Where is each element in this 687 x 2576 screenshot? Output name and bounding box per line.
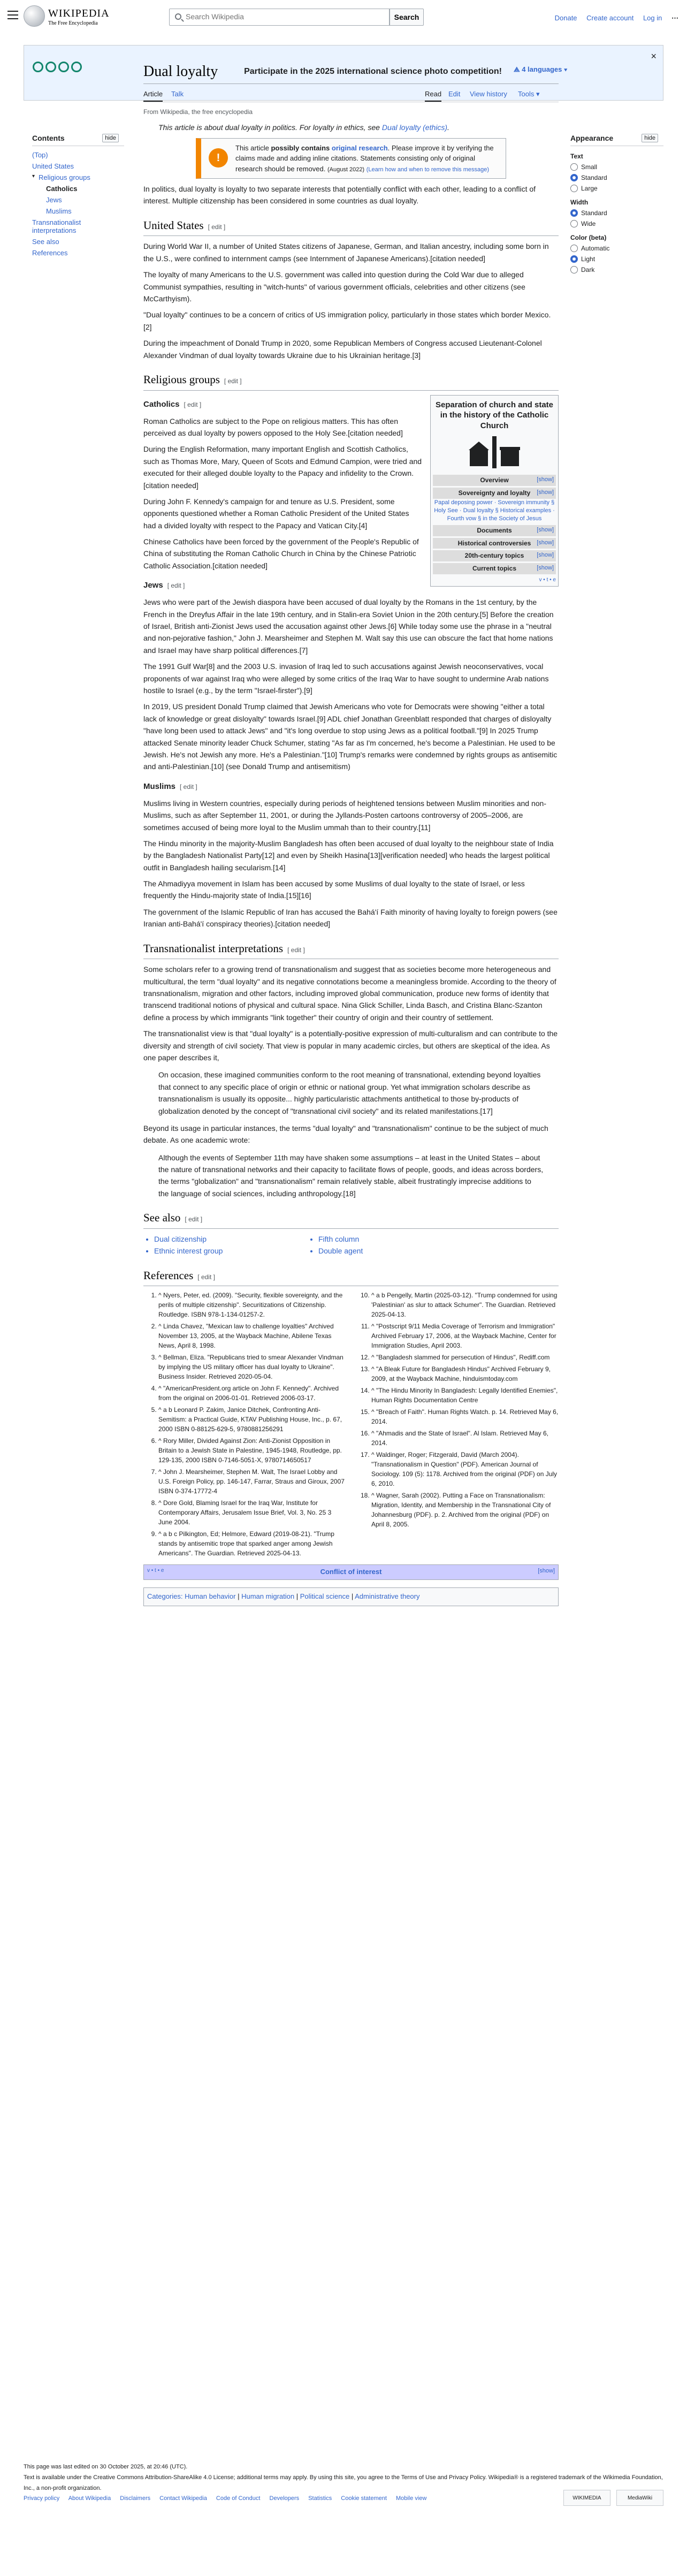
footer-link[interactable]: Statistics [308, 2495, 332, 2502]
category-link[interactable]: Administrative theory [355, 1592, 420, 1601]
width-wide-label: Wide [581, 220, 596, 227]
table-of-contents [32, 134, 124, 259]
edit-section-link[interactable]: [ edit ] [185, 1215, 203, 1224]
logo-word: WIKIPEDIA [48, 7, 110, 19]
categories-box: Categories: Human behavior | Human migration | Political science | Administrative theory [143, 1587, 559, 1606]
row-label: Documents [477, 526, 512, 534]
radio-checked-icon[interactable] [570, 255, 578, 263]
reference-item: 3. ^ Bellman, Eliza. "Republicans tried to smear Alexander Vindman by implying the US military officer has dual loyalty to Ukraine". Business Insider. Retrieved 2020-05-04. [158, 1352, 346, 1381]
catholic-church-sidebar [430, 395, 559, 587]
hatnote-link[interactable]: Dual loyalty (ethics) [381, 123, 448, 132]
reference-item: 4. ^ "AmericanPresident.org article on John F. Kennedy". Archived from the original on 2006-01-01. Retrieved 2006-03-17. [158, 1384, 346, 1403]
see-also-item[interactable]: • Fifth column [318, 1233, 464, 1245]
footer-link[interactable]: Mobile view [395, 2495, 427, 2502]
show-toggle[interactable]: [show] [537, 526, 554, 533]
footer-link[interactable]: Cookie statement [341, 2495, 387, 2502]
radio-checked-icon[interactable] [570, 174, 578, 181]
hatnote-text: This article is about dual loyalty in politics. For loyalty in ethics, see [158, 123, 382, 132]
text-standard-option[interactable] [570, 174, 663, 181]
toc-item-top[interactable]: (Top) [32, 151, 48, 159]
reference-item: 13. ^ "A Bleak Future for Bangladesh Hindus" Archived February 9, 2009, at the Wayback Machine, hinduismtoday.com [371, 1364, 559, 1384]
log-in-link[interactable]: Log in [643, 14, 662, 22]
sidebar-row-20th-century[interactable] [433, 550, 556, 561]
category-link[interactable]: Human behavior [185, 1592, 236, 1601]
row-label: Current topics [472, 565, 516, 573]
appearance-panel [570, 134, 663, 277]
ambox-date: (August 2022) [327, 166, 365, 173]
license-text: Text is available under the Creative Commons Attribution-ShareAlike 4.0 License; additional terms may apply. By using this site, you agree to the Terms of Use and Privacy Policy. Wikipedia® is a registered trademark of the Wikimedia Foundation, Inc., a non-profit organization. [24, 2474, 663, 2491]
section-religious-groups [143, 371, 559, 391]
reference-item: 11. ^ "Postscript 9/11 Media Coverage of Terrorism and Immigration" Archived February 17, 2006, at the Wayback Machine, Center for Immigration Studies, April 2003. [371, 1321, 559, 1350]
text-small-option[interactable] [570, 163, 663, 171]
appearance-hide-button[interactable]: hide [642, 134, 658, 142]
toc-item-catholics[interactable]: Catholics [46, 185, 78, 193]
sidebar-row-documents[interactable] [433, 525, 556, 536]
toc-item-religious-groups[interactable]: ▾ Religious groups [32, 172, 124, 183]
search-input[interactable] [186, 12, 384, 21]
tab-view-history[interactable]: View history [470, 90, 507, 98]
ambox-text-c: . Please improve it by verifying the claims made and adding inline citations. Statements consisting only of original research should be removed. [235, 143, 494, 173]
heading-muslims: Muslims [143, 781, 176, 791]
paragraph: Roman Catholics are subject to the Pope on religious matters. This has often perceived as dual loyalty by powers opposed to the Holy See.[citation needed] [143, 416, 403, 437]
reference-item: 5. ^ a b Leonard P. Zakim, Janice Ditchek, Confronting Anti-Semitism: a Practical Guide, KTAV Publishing House, Inc., p. 67, 2000 ISBN 0-88125-629-5, 9780881256291 [158, 1405, 346, 1434]
toc-header [32, 134, 124, 146]
lead-paragraph: In politics, dual loyalty is loyalty to two separate interests that potentially conflict with each other, leading to a conflict of interest. Multiple citizenship has been considered in some countries as dual loyalty. [143, 185, 536, 206]
paragraph: Beyond its usage in particular instances, the terms "dual loyalty" and "transnationalism" continue to be the subject of much debate. As one academic wrote: [143, 1123, 548, 1145]
radio-icon[interactable] [570, 163, 578, 171]
paragraph: During John F. Kennedy's campaign for and tenure as U.S. President, some opponents questioned whether a Roman Catholic President of the United States had a divided loyalty with respect to the Papacy and Vatican City.[4] [143, 497, 409, 530]
paragraph: The transnationalist view is that "dual loyalty" is a potentially-positive expression of multi-culturalism and can contribute to the diversity and strength of civil society. That view is popular in many academic circles, but others are skeptical of the idea. As one paper describes it, [143, 1029, 558, 1062]
church-state-icon [462, 434, 526, 472]
row-label: 20th-century topics [464, 552, 524, 560]
navbox-vte[interactable]: v • t • e [147, 1568, 164, 1574]
radio-icon[interactable] [570, 185, 578, 192]
blockquote: On occasion, these imagined communities conform to the root meaning of transnational, extending beyond loyalties that connect to any specific place of origin or ethnic or national group. Yet what immigration scholars describe as transnationalism is usually its opposite... highly particularistic attachments antithetical to those by-products of globalization denoted by the concept of "transnational civil society" and its related manifestations.[17] [158, 1070, 541, 1115]
text-standard-label: Standard [581, 174, 607, 181]
reference-item: 16. ^ "Ahmadis and the State of Israel". Al Islam. Retrieved May 6, 2014. [371, 1428, 559, 1448]
color-light-label: Light [581, 255, 596, 263]
paragraph: Chinese Catholics have been forced by the government of the People's Republic of China of substituting the Roman Catholic Church in China by the Chinese Patriotic Catholic Association.[citation needed] [143, 537, 419, 570]
last-edited: This page was last edited on 30 October 2025, at 20:46 (UTC). [24, 2464, 188, 2470]
text-large-label: Large [581, 185, 598, 192]
toc-item-muslims[interactable]: Muslims [46, 207, 72, 215]
reference-item: 1. ^ Nyers, Peter, ed. (2009). "Security, flexible sovereignty, and the perils of multiple citizenship". Securitizations of Citizenship. Routledge. ISBN 978-1-134-01257-2. [158, 1290, 346, 1319]
search-box [169, 9, 390, 26]
appearance-title: Appearance [570, 134, 614, 142]
page-footer [24, 2462, 663, 2504]
footer-link[interactable]: About Wikipedia [68, 2495, 111, 2502]
color-label: Color (beta) [570, 234, 607, 241]
reference-item: 18. ^ Wagner, Sarah (2002). Putting a Face on Transnationalism: Migration, Identity, and Membership in the Transnational City of Johannesburg (PDF). p. 2. Archived from the original (PDF) on April 8, 2005. [371, 1491, 559, 1529]
paragraph: The Hindu minority in the majority-Muslim Bangladesh has often been accused of dual loyalty to the neighbour state of India by the Bangladesh Nationalist Party[12] and even by Sheikh Hasina[13][verification needed] who heads the largest political outfit in Bangladesh hailing secularism.[14] [143, 839, 554, 872]
edit-section-link[interactable]: [ edit ] [184, 400, 202, 408]
reference-item: 9. ^ a b c Pilkington, Ed; Helmore, Edward (2019-08-21). "Trump stands by antisemitic trope that sparked anger among Jewish Americans". The Guardian. Retrieved 2025-04-13. [158, 1529, 346, 1558]
heading-jews: Jews [143, 581, 163, 590]
wikipedia-logo-icon[interactable] [24, 5, 45, 27]
paragraph: In 2019, US president Donald Trump claimed that Jewish Americans who vote for Democrats were showing "either a total lack of knowledge or great disloyalty" towards Israel.[9] ADL chief Jonathan Greenblatt responded that charges of disloyalty "have long been used to attack Jews" and "it's long overdue to stop using Jews as a political football."[9] In 2025 Trump attacked Senate minority leader Chuck Schumer, stating "As far as I'm concerned, he's become a Palestinian. He used to be Jewish. He's not Jewish any more. He's a Palestinian."[10] Trump's remarks were condemned by rights groups as antisemitic and anti-Palestinian.[10] (see Donald Trump and antisemitism) [143, 702, 558, 771]
edit-section-link[interactable]: [ edit ] [287, 946, 305, 954]
language-button[interactable]: ⟁ 4 languages ▾ [514, 65, 568, 73]
paragraph: Muslims living in Western countries, especially during periods of heightened tensions between Muslim minorities and non-Muslims, such as after September 11, 2001, or during the Jyllands-Posten cartoons controversy of 2005–2006, are sometimes accused of being more loyal to the Muslim ummah than to their country.[11] [143, 799, 547, 832]
conflict-of-interest-navbox [143, 1564, 559, 1580]
text-large-option[interactable] [570, 185, 663, 192]
reference-item: 8. ^ Dore Gold, Blaming Israel for the Iraq War, Institute for Contemporary Affairs, Jerusalem Issue Brief, Vol. 3, No. 25 3 June 2004. [158, 1498, 346, 1527]
tools-label: Tools [518, 90, 535, 98]
category-link[interactable]: Political science [300, 1592, 350, 1601]
sidebar-row-current[interactable] [433, 563, 556, 574]
section-see-also [143, 1209, 559, 1229]
row-label: Historical controversies [457, 539, 531, 547]
more-options-icon[interactable]: ⋯ [671, 14, 678, 22]
banner-dna-icon [33, 62, 97, 83]
paragraph: "Dual loyalty" continues to be a concern of critics of US immigration policy, particularly in those states which border Mexico.[2] [143, 310, 551, 331]
tab-talk[interactable]: Talk [171, 90, 184, 98]
reference-item: 10. ^ a b Pengelly, Martin (2025-03-12). "Trump condemned for using 'Palestinian' as slur to attack Schumer". The Guardian. Retrieved 2025-04-13. [371, 1290, 559, 1319]
heading-transnationalist: Transnationalist interpretations [143, 941, 284, 955]
paragraph: The 1991 Gulf War[8] and the 2003 U.S. invasion of Iraq led to such accusations against Jewish neoconservatives, vocal proponents of war against Iraq who were alleged by some critics of the Iraq War to have sought to undermine Arab nations hostile to Israel (e.g., by the term "Israel-firster").[9] [143, 662, 549, 695]
learn-more-link[interactable]: (Learn how and when to remove this message) [366, 166, 490, 173]
create-account-link[interactable]: Create account [586, 14, 634, 22]
wikipedia-wordmark[interactable] [48, 7, 110, 26]
heading-see-also: See also [143, 1211, 181, 1225]
row-label: Overview [480, 476, 509, 484]
edit-section-link[interactable]: [ edit ] [180, 782, 197, 791]
color-automatic-label: Automatic [581, 245, 610, 252]
page-title: Dual loyalty [143, 63, 218, 80]
edit-section-link[interactable]: [ edit ] [224, 377, 242, 385]
article-content [143, 105, 559, 1606]
width-standard-option[interactable] [570, 209, 663, 217]
original-research-link[interactable]: original research [331, 143, 388, 152]
footer-link[interactable]: Privacy policy [24, 2495, 60, 2502]
paragraph: During the impeachment of Donald Trump in 2020, some Republican Members of Congress accused Lieutenant-Colonel Alexander Vindman of dual loyalty towards Ukraine due to his Ukrainian heritage.[3] [143, 339, 542, 360]
radio-icon[interactable] [570, 245, 578, 252]
toc-item-references[interactable]: References [32, 249, 68, 257]
paragraph: The government of the Islamic Republic of Iran has accused the Bahá'í Faith minority of having loyalty to foreign powers (see Iranian anti-Bahá'í conspiracy theories).[citation needed] [143, 907, 558, 929]
sidebar-row-sovereignty[interactable] [433, 488, 556, 499]
banner-message[interactable]: Participate in the 2025 international science photo competition! [244, 67, 502, 76]
reference-item: 12. ^ "Bangladesh slammed for persecution of Hindus", Rediff.com [371, 1352, 559, 1362]
tab-article[interactable]: Article [143, 90, 163, 102]
see-also-item[interactable]: • Ethnic interest group [154, 1245, 300, 1257]
footer-link[interactable]: Code of Conduct [216, 2495, 261, 2502]
show-toggle[interactable]: [show] [537, 539, 554, 546]
paragraph: The loyalty of many Americans to the U.S. government was called into question during the Cold War due to alleged Communist sympathies, resulting in "witch-hunts" of various government officials, celebrities and other citizens (see McCarthyism). [143, 270, 525, 303]
site-header [0, 0, 687, 34]
logo-tagline: The Free Encyclopedia [48, 20, 98, 26]
show-toggle[interactable]: [show] [537, 565, 554, 572]
paragraph: The Ahmadiyya movement in Islam has been accused by some Muslims of dual loyalty to the state of Israel, or less frequently the Hindu-majority state of India.[15][16] [143, 879, 525, 900]
search-button[interactable]: Search [390, 9, 424, 26]
show-toggle[interactable]: [show] [537, 552, 554, 559]
reference-item: 14. ^ "The Hindu Minority In Bangladesh: Legally Identified Enemies", Human Rights Documentation Centre [371, 1386, 559, 1405]
donate-link[interactable]: Donate [554, 14, 577, 22]
reference-item: 15. ^ "Breach of Faith". Human Rights Watch. p. 14. Retrieved May 6, 2014. [371, 1407, 559, 1426]
color-dark-label: Dark [581, 266, 595, 273]
categories-label[interactable]: Categories: [147, 1592, 183, 1601]
sidebar-title: Separation of church and state in the history of the Catholic Church [435, 400, 554, 430]
footer-link[interactable]: Developers [269, 2495, 300, 2502]
mediawiki-badge[interactable]: MediaWiki [616, 2490, 663, 2506]
main-menu-icon[interactable] [7, 11, 18, 19]
heading-united-states: United States [143, 218, 204, 232]
see-also-item[interactable]: • Dual citizenship [154, 1233, 300, 1245]
text-small-label: Small [581, 163, 598, 171]
navbox-title[interactable]: Conflict of interest [320, 1568, 382, 1576]
hatnote: This article is about dual loyalty in politics. For loyalty in ethics, see Dual loyalty (ethics). [158, 123, 449, 132]
heading-religious-groups: Religious groups [143, 373, 220, 386]
text-size-label: Text [570, 153, 583, 160]
tab-edit[interactable]: Edit [448, 90, 461, 98]
blockquote: Although the events of September 11th may have shaken some assumptions – at least in the United States – about the nature of transnational networks and their capacity to facilitate flows of people, goods, and ideas across borders, the terms "globalization" and "transnationalism" remain relatively stable, albeit frustratingly imprecise additions to the language of social sciences, including anthropology.[18] [158, 1153, 544, 1198]
references-list [143, 1290, 559, 1558]
color-dark-option[interactable] [570, 266, 663, 273]
paragraph: During the English Reformation, many important English and Scottish Catholics, such as Thomas More, Mary, Queen of Scots and Edmund Campion, were tried and executed for their alleged double loyalty to the Papacy and infidelity to the Crown.[citation needed] [143, 445, 422, 490]
footer-badges [559, 2490, 663, 2506]
show-toggle[interactable]: [show] [537, 476, 554, 483]
show-toggle[interactable]: [show] [537, 489, 554, 496]
wikimedia-badge[interactable]: WIKIMEDIA [563, 2490, 610, 2506]
tab-tools[interactable]: Tools ▾ [518, 90, 540, 98]
section-muslims [143, 780, 559, 793]
title-divider [143, 83, 559, 84]
width-label: Width [570, 199, 589, 206]
languages-label: 4 languages [522, 65, 562, 73]
sidebar-row-overview[interactable] [433, 475, 556, 486]
toc-item-united-states[interactable]: United States [32, 162, 74, 170]
width-wide-option[interactable] [570, 220, 663, 227]
navbox-show-toggle[interactable]: [show] [538, 1568, 555, 1575]
reference-item: 7. ^ John J. Mearsheimer, Stephen M. Walt, The Israel Lobby and U.S. Foreign Policy, pp. 146-147, Farrar, Straus and Giroux, 2007 ISBN 0-374-17772-4 [158, 1467, 346, 1496]
toc-item-transnationalist[interactable]: Transnationalist interpretations [32, 218, 81, 234]
sidebar-row-controversies[interactable] [433, 538, 556, 549]
footer-link[interactable]: Contact Wikipedia [159, 2495, 207, 2502]
row-label: Sovereignty and loyalty [458, 489, 531, 497]
radio-icon[interactable] [570, 220, 578, 227]
ambox-text-a: This article [235, 143, 271, 152]
footer-link[interactable]: Disclaimers [120, 2495, 151, 2502]
section-transnationalist [143, 940, 559, 960]
search-icon [175, 13, 181, 20]
tagline: From Wikipedia, the free encyclopedia [143, 108, 253, 116]
category-link[interactable]: Human migration [241, 1592, 295, 1601]
paragraph: Jews who were part of the Jewish diaspora have been accused of dual loyalty by the Romans in the 1st century, by the French in the Dreyfus Affair in the late 19th century, and in Stalin-era Soviet Union in the 20th century.[5] Before the creation of Israel, British anti-Zionist Jews used the accusation against other Jews.[6] While today some use the phrase in a "neutral and non-pejorative fashion," John J. Mearsheimer and Stephen M. Walt say this use can obscure the fact that home nations and Israel may have sharp political differences.[7] [143, 598, 554, 655]
paragraph: Some scholars refer to a growing trend of transnationalism and suggest that as societies become more heterogeneous and multicultural, the term "dual loyalty" and its negative connotations become a meaningless bromide. According to the theory of transnationalism, migration and other factors, including improved global communication, produce new forms of identity that transcend traditional notions of physical and cultural space. Nina Glick Schiller, Linda Basch, and Cristina Blanc-Szanton define a process by which immigrants "link together" their country of origin and their country of settlement. [143, 965, 556, 1022]
section-references [143, 1267, 559, 1287]
toc-item-jews[interactable]: Jews [46, 196, 62, 204]
page-tabs [143, 87, 559, 102]
see-also-item[interactable]: • Double agent [318, 1245, 464, 1257]
radio-icon[interactable] [570, 266, 578, 273]
toc-hide-button[interactable]: hide [102, 134, 119, 142]
ambox-text-b: possibly contains [271, 143, 332, 152]
toc-title: Contents [32, 134, 65, 142]
heading-references: References [143, 1268, 194, 1282]
tab-read[interactable]: Read [425, 90, 441, 102]
section-united-states [143, 217, 559, 237]
color-automatic-option[interactable] [570, 245, 663, 252]
paragraph: During World War II, a number of United States citizens of Japanese, German, and Italian ancestry, including some born in the U.S., were confined to internment camps (see Internment of Japanese Americans).[citation needed] [143, 242, 549, 263]
toc-item-see-also[interactable]: See also [32, 238, 59, 246]
sovereignty-links[interactable]: Papal deposing power · Sovereign immunity § Holy See · Dual loyalty § Historical examples · Fourth vow § in the Society of Jesus [434, 499, 555, 522]
user-links [547, 14, 678, 22]
reference-item: 2. ^ Linda Chavez, "Mexican law to challenge loyalties" Archived November 13, 2005, at the Wayback Machine, Abilene Texas News, April 8, 1998. [158, 1321, 346, 1350]
heading-catholics: Catholics [143, 399, 180, 409]
warning-icon: ! [209, 148, 228, 168]
see-also-list [143, 1233, 464, 1257]
color-light-option[interactable] [570, 255, 663, 263]
edit-section-link[interactable]: [ edit ] [197, 1273, 215, 1281]
close-icon[interactable]: × [651, 51, 657, 62]
width-standard-label: Standard [581, 209, 607, 217]
appearance-header [570, 134, 663, 146]
edit-section-link[interactable]: [ edit ] [167, 582, 185, 590]
vte-links[interactable]: v • t • e [539, 577, 556, 583]
reference-item: 6. ^ Rory Miller, Divided Against Zion: Anti-Zionist Opposition in Britain to a Jewish State in Palestine, 1945-1948, Routledge, pp. 129-135, 2000 ISBN 0-7146-5051-X, 9780714650517 [158, 1436, 346, 1465]
original-research-notice [196, 138, 506, 179]
reference-item: 17. ^ Waldinger, Roger; Fitzgerald, David (March 2004). "Transnationalism in Question" (PDF). American Journal of Sociology. 109 (5): 1178. Archived from the original (PDF) on July 6, 2010. [371, 1450, 559, 1488]
edit-section-link[interactable]: [ edit ] [208, 223, 226, 231]
radio-checked-icon[interactable] [570, 209, 578, 217]
